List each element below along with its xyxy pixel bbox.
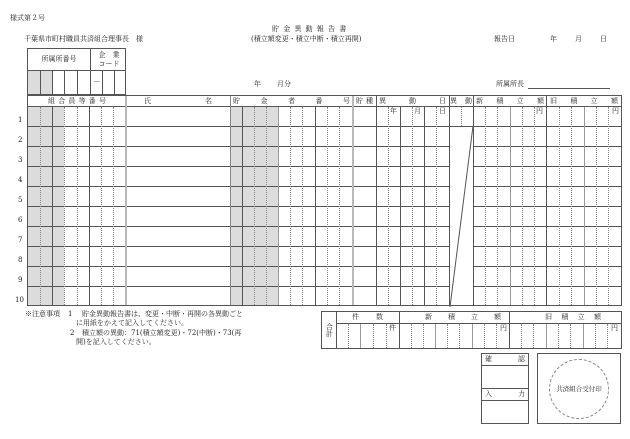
row-number: 5: [18, 196, 23, 204]
row-number: 9: [18, 276, 23, 284]
totals-label: 合計: [325, 323, 334, 337]
note-2-number: 2: [70, 329, 75, 337]
row-number: 4: [18, 176, 23, 184]
input-label: 入 力: [485, 390, 525, 398]
header-change: 異 動: [450, 97, 472, 105]
row-number: 7: [18, 236, 23, 244]
company-code-label-2: コード: [98, 60, 120, 68]
report-date-label: 報告日: [494, 35, 515, 43]
office-head-label: 所属所長: [496, 80, 524, 88]
company-code-label-1: 企 業: [98, 51, 120, 59]
row-number: 2: [18, 136, 23, 144]
office-number-label: 所属所番号: [41, 55, 77, 63]
total-new-yen: 円: [500, 324, 507, 332]
row-number: 3: [18, 156, 23, 164]
header-member-number: 組 合 員 等 番 号: [48, 97, 106, 105]
unit-year: 年: [390, 107, 397, 115]
note-2-line-1: 積立額の異動：71(積立額変更)・72(中断)・73(再: [82, 329, 242, 337]
document-subtitle: (積立額変更・積立中断・積立再開): [251, 35, 362, 43]
stamp-label: 共済組合受付印: [556, 384, 602, 393]
header-new-amount: 新 積 立 額: [476, 97, 544, 105]
header-old-amount: 旧 積 立 額: [550, 97, 618, 105]
header-name: 氏 名: [144, 97, 212, 105]
header-saving-type: 貯 種: [356, 97, 373, 105]
unit-month: 月: [414, 107, 421, 115]
addressee: 千葉県市町村職員共済組合理事長 様: [24, 35, 143, 43]
totals-table: [321, 311, 622, 349]
member-table: [27, 95, 622, 306]
note-1-line-2: に用紙をかえて記入してください。: [76, 319, 188, 327]
header-saver-number: 貯 金 者 番 号: [233, 97, 350, 105]
form-number: 様式第２号: [10, 14, 45, 22]
report-date-year[interactable]: 年: [550, 35, 557, 43]
notes-prefix: ※注意事項: [25, 310, 60, 318]
stamp-circle: [549, 359, 609, 419]
unit-yen-old: 円: [612, 107, 619, 115]
note-2-line-2: 開)を記入してください。: [76, 338, 156, 346]
period-month[interactable]: 月分: [277, 80, 291, 88]
header-total-new: 新 積 立 額: [425, 313, 501, 321]
unit-yen-new: 円: [536, 107, 543, 115]
row-number: 1: [18, 116, 23, 124]
company-code-dash: —: [93, 77, 101, 85]
header-total-old: 旧 積 立 額: [545, 313, 601, 321]
report-date-day[interactable]: 日: [600, 35, 607, 43]
confirm-label: 確 認: [485, 355, 525, 363]
count-unit: 件: [389, 324, 396, 332]
period-year[interactable]: 年: [254, 80, 261, 88]
office-head-signature-line[interactable]: [528, 88, 610, 89]
note-1-line-1: 貯金異動報告書は、変更・中断・再開の各異動ごと: [82, 310, 243, 318]
receipt-stamp-box[interactable]: [537, 353, 621, 424]
note-1-number: 1: [68, 310, 73, 318]
row-number: 8: [18, 256, 23, 264]
header-change-date: 異 動 日: [379, 97, 446, 105]
diagonal-strike-line: [449, 126, 474, 307]
unit-day: 日: [439, 107, 446, 115]
input-stamp-area[interactable]: [483, 401, 527, 423]
total-old-yen: 円: [611, 324, 618, 332]
confirm-input-box: [481, 353, 529, 424]
report-date-month[interactable]: 月: [575, 35, 582, 43]
document-title: 貯 金 異 動 報 告 書: [272, 25, 348, 33]
row-number: 10: [15, 296, 24, 304]
header-count: 件 数: [352, 313, 383, 321]
confirm-stamp-area[interactable]: [483, 366, 527, 388]
office-code-box: [27, 48, 126, 95]
row-number: 6: [18, 216, 23, 224]
